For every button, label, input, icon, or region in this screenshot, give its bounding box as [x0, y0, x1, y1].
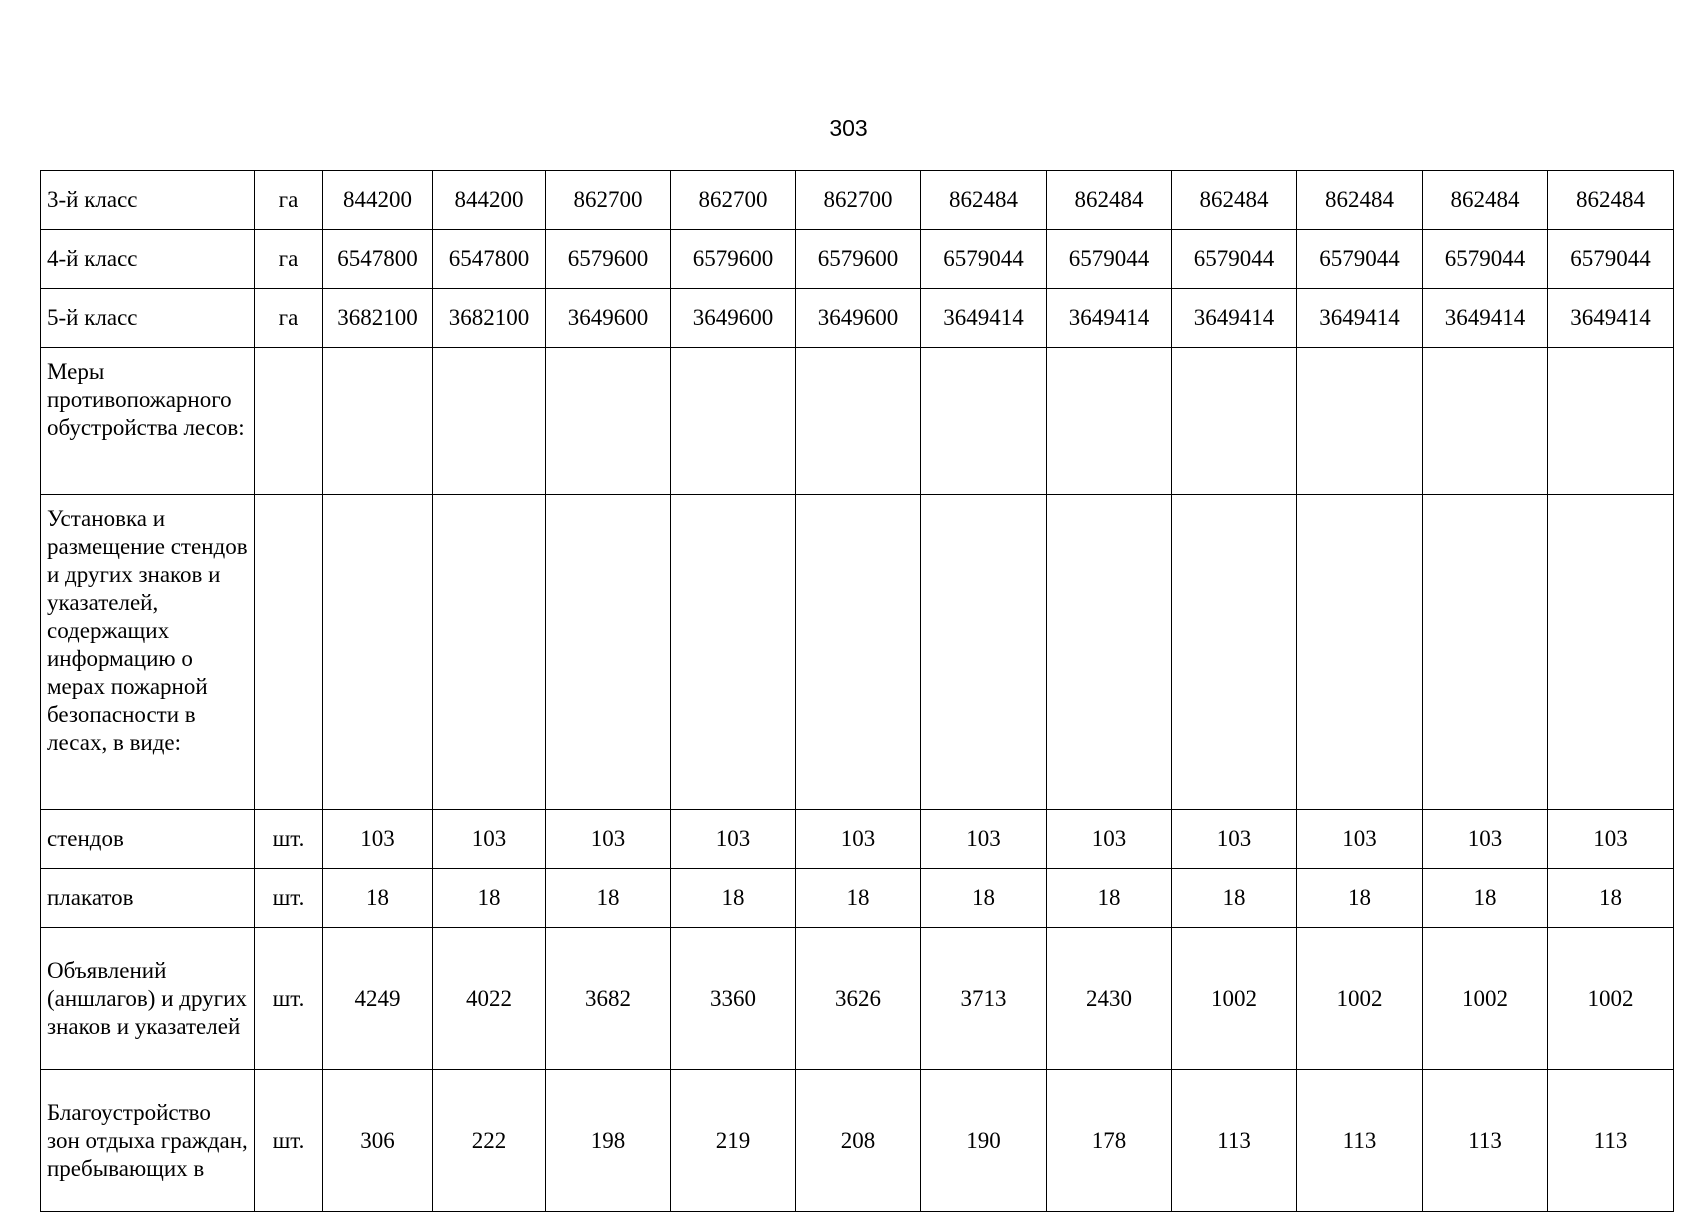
value-cell	[1423, 495, 1548, 810]
value-cell: 18	[433, 869, 546, 928]
value-cell: 3649414	[1172, 289, 1297, 348]
value-cell	[1423, 348, 1548, 495]
value-cell: 862700	[546, 171, 671, 230]
value-cell: 113	[1297, 1070, 1423, 1212]
value-cell: 190	[921, 1070, 1047, 1212]
value-cell: 178	[1047, 1070, 1172, 1212]
value-cell: 306	[323, 1070, 433, 1212]
value-cell	[921, 348, 1047, 495]
unit-cell: га	[255, 230, 323, 289]
value-cell: 3682	[546, 928, 671, 1070]
value-cell: 18	[1548, 869, 1674, 928]
value-cell: 862484	[1047, 171, 1172, 230]
value-cell: 103	[546, 810, 671, 869]
value-cell: 2430	[1047, 928, 1172, 1070]
unit-cell: га	[255, 289, 323, 348]
value-cell: 3649414	[1297, 289, 1423, 348]
value-cell: 18	[1172, 869, 1297, 928]
table-row	[41, 171, 1674, 230]
row-label: Благоустройство зон отдыха граждан, пребывающих в	[41, 1070, 255, 1212]
unit-cell	[255, 348, 323, 495]
value-cell: 844200	[323, 171, 433, 230]
row-label: 3-й класс	[41, 171, 255, 230]
unit-cell: шт.	[255, 1070, 323, 1212]
value-cell: 3649414	[921, 289, 1047, 348]
value-cell: 6579600	[671, 230, 796, 289]
value-cell: 844200	[433, 171, 546, 230]
value-cell: 3649414	[1047, 289, 1172, 348]
value-cell	[1047, 348, 1172, 495]
value-cell: 113	[1172, 1070, 1297, 1212]
value-cell: 113	[1423, 1070, 1548, 1212]
value-cell	[671, 495, 796, 810]
value-cell: 18	[796, 869, 921, 928]
table-row	[41, 230, 1674, 289]
value-cell: 6579044	[1297, 230, 1423, 289]
row-label: плакатов	[41, 869, 255, 928]
table-row	[41, 1070, 1674, 1212]
value-cell	[546, 348, 671, 495]
value-cell: 103	[1548, 810, 1674, 869]
value-cell	[546, 495, 671, 810]
value-cell	[1172, 348, 1297, 495]
value-cell: 862484	[1423, 171, 1548, 230]
value-cell: 862700	[671, 171, 796, 230]
row-label: Меры противопожарного обустройства лесов:	[41, 348, 255, 495]
value-cell: 103	[1047, 810, 1172, 869]
value-cell	[1548, 348, 1674, 495]
value-cell: 3682100	[323, 289, 433, 348]
value-cell: 3649600	[546, 289, 671, 348]
value-cell: 6579044	[1047, 230, 1172, 289]
table-row	[41, 810, 1674, 869]
value-cell: 6579600	[796, 230, 921, 289]
value-cell: 862484	[921, 171, 1047, 230]
value-cell: 3682100	[433, 289, 546, 348]
value-cell: 18	[1423, 869, 1548, 928]
value-cell: 3713	[921, 928, 1047, 1070]
table-row	[41, 495, 1674, 810]
value-cell: 222	[433, 1070, 546, 1212]
unit-cell	[255, 495, 323, 810]
value-cell: 103	[921, 810, 1047, 869]
value-cell: 18	[671, 869, 796, 928]
value-cell: 6579044	[921, 230, 1047, 289]
value-cell: 6579044	[1423, 230, 1548, 289]
value-cell	[1548, 495, 1674, 810]
value-cell	[921, 495, 1047, 810]
value-cell: 18	[1047, 869, 1172, 928]
value-cell: 103	[1423, 810, 1548, 869]
value-cell: 1002	[1423, 928, 1548, 1070]
unit-cell: шт.	[255, 928, 323, 1070]
value-cell: 862484	[1172, 171, 1297, 230]
value-cell: 6547800	[433, 230, 546, 289]
value-cell: 6547800	[323, 230, 433, 289]
value-cell: 862484	[1548, 171, 1674, 230]
unit-cell: га	[255, 171, 323, 230]
value-cell: 219	[671, 1070, 796, 1212]
value-cell: 3626	[796, 928, 921, 1070]
value-cell	[1297, 495, 1423, 810]
value-cell: 3649414	[1423, 289, 1548, 348]
table-row	[41, 869, 1674, 928]
value-cell: 18	[921, 869, 1047, 928]
page-number: 303	[829, 115, 868, 141]
table-row	[41, 348, 1674, 495]
value-cell: 103	[671, 810, 796, 869]
value-cell	[796, 495, 921, 810]
value-cell: 1002	[1297, 928, 1423, 1070]
unit-cell: шт.	[255, 810, 323, 869]
table-row	[41, 928, 1674, 1070]
value-cell	[1297, 348, 1423, 495]
value-cell: 4249	[323, 928, 433, 1070]
value-cell: 6579600	[546, 230, 671, 289]
value-cell	[433, 348, 546, 495]
value-cell: 1002	[1172, 928, 1297, 1070]
value-cell: 3360	[671, 928, 796, 1070]
value-cell: 103	[796, 810, 921, 869]
value-cell: 103	[1297, 810, 1423, 869]
value-cell: 4022	[433, 928, 546, 1070]
row-label: 5-й класс	[41, 289, 255, 348]
row-label: Установка и размещение стендов и других знаков и указателей, содержащих информацию о мерах пожарной безопасности в лесах, в виде:	[41, 495, 255, 810]
value-cell: 198	[546, 1070, 671, 1212]
table-row	[41, 289, 1674, 348]
value-cell	[323, 348, 433, 495]
value-cell	[796, 348, 921, 495]
value-cell	[671, 348, 796, 495]
value-cell: 103	[323, 810, 433, 869]
row-label: Объявлений (аншлагов) и других знаков и указателей	[41, 928, 255, 1070]
value-cell: 1002	[1548, 928, 1674, 1070]
row-label: стендов	[41, 810, 255, 869]
value-cell: 862484	[1297, 171, 1423, 230]
value-cell: 862700	[796, 171, 921, 230]
value-cell: 6579044	[1172, 230, 1297, 289]
value-cell	[1172, 495, 1297, 810]
data-table	[40, 170, 1674, 1212]
value-cell: 113	[1548, 1070, 1674, 1212]
value-cell	[323, 495, 433, 810]
value-cell: 103	[1172, 810, 1297, 869]
value-cell: 18	[323, 869, 433, 928]
value-cell: 6579044	[1548, 230, 1674, 289]
value-cell	[433, 495, 546, 810]
unit-cell: шт.	[255, 869, 323, 928]
value-cell: 18	[1297, 869, 1423, 928]
value-cell: 103	[433, 810, 546, 869]
value-cell: 18	[546, 869, 671, 928]
value-cell: 3649600	[671, 289, 796, 348]
value-cell: 3649414	[1548, 289, 1674, 348]
value-cell	[1047, 495, 1172, 810]
row-label: 4-й класс	[41, 230, 255, 289]
value-cell: 208	[796, 1070, 921, 1212]
value-cell: 3649600	[796, 289, 921, 348]
